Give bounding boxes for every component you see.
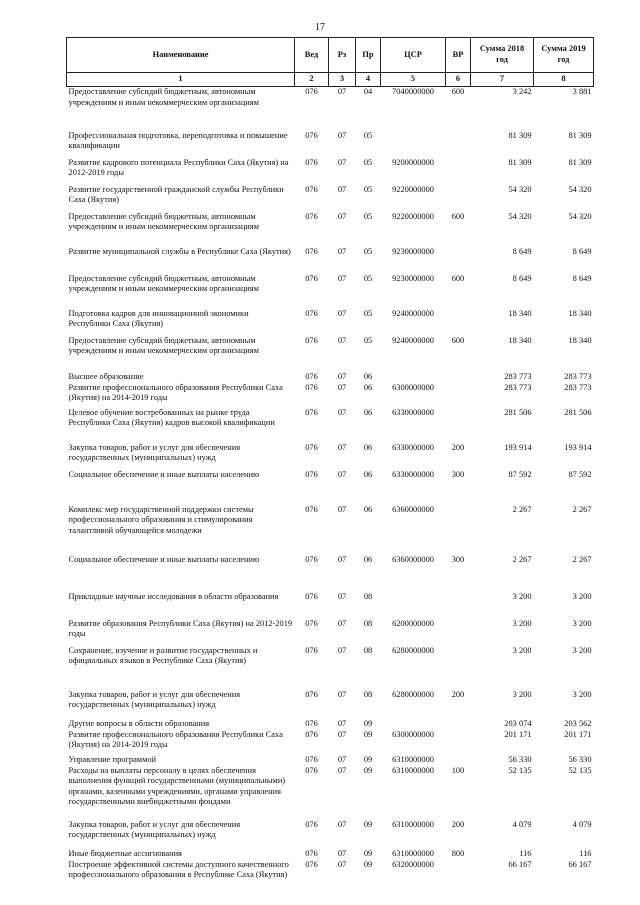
- table-row: [67, 555, 594, 592]
- table-row: [67, 158, 594, 185]
- row-pr: 05: [363, 308, 373, 318]
- table-row: [67, 212, 594, 247]
- row-sum-2019: 81 309: [568, 130, 592, 140]
- row-name: Предоставление субсидий бюджетным, автономным учреждениям и иным некоммерческим организациям: [68, 335, 259, 356]
- row-sum-2018: 2 267: [512, 504, 532, 514]
- row-ved: 076: [305, 273, 318, 283]
- row-ved: 076: [305, 754, 318, 764]
- row-rz: 07: [337, 504, 347, 514]
- row-ved: 076: [305, 442, 318, 452]
- row-name: Предоставление субсидий бюджетным, автономным учреждениям и иным некоммерческим организациям: [68, 87, 259, 107]
- header-cell: ВР: [446, 38, 471, 73]
- row-sum-2018: 66 167: [508, 859, 532, 869]
- table-row: [67, 849, 594, 860]
- row-pr: 06: [363, 382, 373, 392]
- row-sum-2019: 81 309: [568, 157, 592, 167]
- row-name: Развитие профессионального образования Республики Саха (Якутия) на 2014-2019 годы: [68, 729, 283, 750]
- row-ved: 076: [305, 371, 318, 381]
- row-name: Развитие государственной гражданской службы Республики Саха (Якутия): [68, 184, 284, 205]
- column-number: 8: [534, 73, 594, 87]
- row-rz: 07: [337, 184, 347, 194]
- row-csr: 9220000000: [392, 211, 434, 221]
- row-csr: 6330000000: [392, 442, 434, 452]
- row-rz: 07: [337, 591, 347, 601]
- row-pr: 09: [363, 848, 373, 858]
- column-number: 6: [446, 73, 471, 87]
- column-number: 7: [471, 73, 534, 87]
- row-pr: 05: [363, 335, 373, 345]
- row-sum-2019: 116: [579, 848, 592, 858]
- row-csr: 9230000000: [392, 246, 434, 256]
- row-rz: 07: [337, 442, 347, 452]
- budget-table: [66, 37, 594, 895]
- row-sum-2018: 4 079: [512, 819, 532, 829]
- row-name: Социальное обеспечение и иные выплаты населению: [68, 554, 260, 564]
- row-csr: 6300000000: [392, 382, 434, 392]
- row-sum-2018: 3 200: [512, 689, 532, 699]
- row-rz: 07: [337, 689, 347, 699]
- row-name: Развитие муниципальной службы в Республике Саха (Якутия): [68, 246, 291, 256]
- row-ved: 076: [305, 591, 318, 601]
- table-row: [67, 408, 594, 443]
- column-number: 2: [295, 73, 329, 87]
- row-csr: [381, 372, 446, 383]
- row-csr: 6320000000: [392, 859, 434, 869]
- row-rz: 07: [337, 645, 347, 655]
- row-sum-2018: 193 914: [504, 442, 532, 452]
- row-pr: 06: [363, 442, 373, 452]
- row-sum-2019: 4 079: [572, 819, 592, 829]
- row-name: Высшее образование: [68, 371, 144, 381]
- table-row: [67, 470, 594, 505]
- row-vr: 300: [451, 554, 465, 564]
- row-sum-2019: 87 592: [568, 469, 592, 479]
- row-rz: 07: [337, 87, 347, 96]
- row-sum-2019: 283 773: [564, 382, 592, 392]
- row-ved: 076: [305, 765, 318, 775]
- row-vr: [446, 730, 471, 755]
- row-sum-2018: 203 074: [504, 718, 532, 728]
- row-vr: [446, 131, 471, 158]
- row-name: Построение эффективной системы доступного качественного профессионального образования в Республике Саха (Якутия): [68, 859, 289, 880]
- row-vr: 600: [451, 211, 465, 221]
- row-vr: 600: [451, 273, 465, 283]
- row-pr: 06: [363, 504, 373, 514]
- row-vr: 600: [451, 87, 465, 96]
- table-row: [67, 646, 594, 690]
- row-rz: 07: [337, 554, 347, 564]
- row-vr: [446, 619, 471, 646]
- row-name: Прикладные научные исследования в области образования: [68, 591, 279, 601]
- row-vr: [446, 755, 471, 766]
- header-row: [67, 38, 594, 73]
- row-sum-2018: 3 200: [512, 618, 532, 628]
- row-vr: [446, 646, 471, 690]
- row-csr: 6360000000: [392, 504, 434, 514]
- table-row: [67, 185, 594, 212]
- row-pr: 06: [363, 407, 373, 417]
- row-sum-2019: 281 506: [564, 407, 592, 417]
- row-sum-2019: 3 881: [572, 87, 592, 96]
- row-sum-2019: 203 562: [564, 718, 592, 728]
- row-sum-2019: 3 200: [572, 689, 592, 699]
- row-ved: 076: [305, 308, 318, 318]
- row-sum-2018: 116: [519, 848, 532, 858]
- row-pr: 08: [363, 645, 373, 655]
- row-rz: 07: [337, 819, 347, 829]
- header-cell: ЦСР: [381, 38, 446, 73]
- row-csr: [381, 131, 446, 158]
- row-sum-2018: 3 200: [512, 591, 532, 601]
- row-name: Развитие образования Республики Саха (Якутия) на 2012-2019 годы: [68, 618, 293, 639]
- row-sum-2018: 18 340: [508, 308, 532, 318]
- row-sum-2019: 2 267: [572, 554, 592, 564]
- table-row: [67, 755, 594, 766]
- row-sum-2019: 3 200: [572, 645, 592, 655]
- row-rz: 07: [337, 407, 347, 417]
- row-vr: [446, 505, 471, 555]
- row-name: Социальное обеспечение и иные выплаты населению: [68, 469, 260, 479]
- row-pr: 09: [363, 718, 373, 728]
- row-sum-2019: 8 649: [572, 273, 592, 283]
- row-sum-2018: 3 200: [512, 645, 532, 655]
- row-sum-2018: 2 267: [512, 554, 532, 564]
- row-vr: [446, 383, 471, 408]
- row-rz: 07: [337, 718, 347, 728]
- table-row: [67, 860, 594, 895]
- row-vr: [446, 309, 471, 336]
- row-pr: 06: [363, 554, 373, 564]
- row-ved: 076: [305, 554, 318, 564]
- row-csr: [381, 719, 446, 730]
- row-csr: 6330000000: [392, 407, 434, 417]
- row-ved: 076: [305, 729, 318, 739]
- table-row: [67, 372, 594, 383]
- header-cell: Вед: [295, 38, 329, 73]
- row-csr: 9200000000: [392, 157, 434, 167]
- row-vr: [446, 592, 471, 619]
- row-sum-2019: 54 320: [568, 184, 592, 194]
- row-sum-2019: 3 200: [572, 591, 592, 601]
- row-sum-2019: 283 773: [564, 371, 592, 381]
- row-rz: 07: [337, 130, 347, 140]
- row-sum-2018: 201 171: [504, 729, 532, 739]
- column-number-row: [67, 73, 594, 87]
- row-ved: 076: [305, 618, 318, 628]
- row-vr: 100: [451, 765, 465, 775]
- row-csr: 6280000000: [392, 689, 434, 699]
- row-rz: 07: [337, 848, 347, 858]
- column-number: 3: [329, 73, 356, 87]
- row-sum-2019: 52 135: [568, 765, 592, 775]
- row-csr: 7040000000: [392, 87, 434, 96]
- row-csr: 6360000000: [392, 554, 434, 564]
- row-pr: 06: [363, 371, 373, 381]
- row-ved: 076: [305, 246, 318, 256]
- row-ved: 076: [305, 382, 318, 392]
- column-number: 5: [381, 73, 446, 87]
- row-rz: 07: [337, 765, 347, 775]
- row-ved: 076: [305, 859, 318, 869]
- row-csr: 6310000000: [392, 765, 434, 775]
- table-row: [67, 719, 594, 730]
- row-ved: 076: [305, 130, 318, 140]
- row-vr: 200: [451, 819, 465, 829]
- row-sum-2018: 283 773: [504, 371, 532, 381]
- row-csr: 6310000000: [392, 848, 434, 858]
- row-sum-2018: 281 506: [504, 407, 532, 417]
- row-csr: 9240000000: [392, 335, 434, 345]
- column-number: 1: [67, 73, 295, 87]
- row-pr: 09: [363, 754, 373, 764]
- table-row: [67, 87, 594, 131]
- row-vr: [446, 158, 471, 185]
- row-pr: 05: [363, 246, 373, 256]
- row-rz: 07: [337, 618, 347, 628]
- table-row: [67, 131, 594, 158]
- row-sum-2018: 81 309: [508, 130, 532, 140]
- row-sum-2018: 8 649: [512, 246, 532, 256]
- row-csr: 9230000000: [392, 273, 434, 283]
- row-pr: 09: [363, 765, 373, 775]
- row-name: Профессиональная подготовка, переподготовка и повышение квалификации: [68, 130, 288, 151]
- row-sum-2019: 18 340: [568, 308, 592, 318]
- table-body: [67, 87, 594, 895]
- row-sum-2018: 52 135: [508, 765, 532, 775]
- row-ved: 076: [305, 407, 318, 417]
- page-number: 17: [315, 22, 325, 33]
- row-rz: 07: [337, 273, 347, 283]
- row-sum-2018: 8 649: [512, 273, 532, 283]
- row-ved: 076: [305, 87, 318, 96]
- table-row: [67, 247, 594, 274]
- table-row: [67, 690, 594, 719]
- row-sum-2018: 54 320: [508, 184, 532, 194]
- row-vr: [446, 185, 471, 212]
- header-cell: Рз: [329, 38, 356, 73]
- row-rz: 07: [337, 469, 347, 479]
- table-row: [67, 766, 594, 820]
- row-csr: 9240000000: [392, 308, 434, 318]
- row-sum-2018: 87 592: [508, 469, 532, 479]
- row-sum-2018: 56 330: [508, 754, 532, 764]
- row-sum-2019: 66 167: [568, 859, 592, 869]
- row-name: Развитие профессионального образования Республики Саха (Якутия) на 2014-2019 годы: [68, 382, 283, 403]
- row-pr: 08: [363, 591, 373, 601]
- row-name: Целевое обучение востребованных на рынке труда Республики Саха (Якутия) кадров высокой квалификации: [68, 407, 275, 428]
- row-ved: 076: [305, 645, 318, 655]
- row-sum-2019: 193 914: [564, 442, 592, 452]
- table-row: [67, 336, 594, 372]
- row-csr: 9220000000: [392, 184, 434, 194]
- row-csr: 6200000000: [392, 618, 434, 628]
- row-ved: 076: [305, 848, 318, 858]
- table-row: [67, 592, 594, 619]
- row-pr: 09: [363, 859, 373, 869]
- table-row: [67, 443, 594, 470]
- row-pr: 05: [363, 184, 373, 194]
- table-row: [67, 505, 594, 555]
- row-ved: 076: [305, 184, 318, 194]
- row-csr: 6310000000: [392, 819, 434, 829]
- row-csr: 6310000000: [392, 754, 434, 764]
- row-pr: 05: [363, 130, 373, 140]
- row-vr: [446, 247, 471, 274]
- row-vr: 200: [451, 689, 465, 699]
- row-sum-2018: 54 320: [508, 211, 532, 221]
- row-pr: 04: [363, 87, 373, 96]
- row-rz: 07: [337, 308, 347, 318]
- row-ved: 076: [305, 718, 318, 728]
- row-sum-2019: 201 171: [564, 729, 592, 739]
- row-csr: 6300000000: [392, 729, 434, 739]
- row-ved: 076: [305, 211, 318, 221]
- row-sum-2019: 18 340: [568, 335, 592, 345]
- header-cell: Наименование: [67, 38, 295, 73]
- table-row: [67, 820, 594, 849]
- row-pr: 08: [363, 618, 373, 628]
- row-sum-2018: 18 340: [508, 335, 532, 345]
- row-vr: 600: [451, 335, 465, 345]
- row-name: Предоставление субсидий бюджетным, автономным учреждениям и иным некоммерческим организациям: [68, 211, 259, 232]
- row-pr: 05: [363, 157, 373, 167]
- row-pr: 09: [363, 819, 373, 829]
- row-name: Закупка товаров, работ и услуг для обеспечения государственных (муниципальных) нужд: [68, 442, 241, 463]
- row-pr: 05: [363, 273, 373, 283]
- row-pr: 09: [363, 729, 373, 739]
- row-rz: 07: [337, 246, 347, 256]
- row-vr: 800: [451, 848, 465, 858]
- row-name: Сохранение, изучение и развитие государственных и официальных языков в Республике Саха (Якутия): [68, 645, 258, 666]
- row-ved: 076: [305, 335, 318, 345]
- row-ved: 076: [305, 469, 318, 479]
- header-cell: Сумма 2018 год: [471, 38, 534, 73]
- row-sum-2019: 3 200: [572, 618, 592, 628]
- row-rz: 07: [337, 859, 347, 869]
- row-vr: 200: [451, 442, 465, 452]
- row-pr: 08: [363, 689, 373, 699]
- row-name: Подготовка кадров для инновационной экономики Республики Саха (Якутия): [68, 308, 249, 329]
- row-sum-2018: 283 773: [504, 382, 532, 392]
- header-cell: Сумма 2019 год: [534, 38, 594, 73]
- row-rz: 07: [337, 335, 347, 345]
- row-sum-2019: 8 649: [572, 246, 592, 256]
- row-rz: 07: [337, 157, 347, 167]
- row-name: Управление программой: [68, 754, 157, 764]
- row-vr: 300: [451, 469, 465, 479]
- column-number: 4: [356, 73, 381, 87]
- row-csr: 6330000000: [392, 469, 434, 479]
- row-sum-2018: 3 242: [512, 87, 532, 96]
- row-vr: [446, 372, 471, 383]
- row-vr: [446, 719, 471, 730]
- row-name: Расходы на выплаты персоналу в целях обеспечения выполнения функций государственными (муниципальными) органами, казенными учреждениями, органами управления государственными внебюджетными фондами: [68, 765, 286, 807]
- row-ved: 076: [305, 504, 318, 514]
- row-ved: 076: [305, 157, 318, 167]
- row-sum-2018: 81 309: [508, 157, 532, 167]
- table-row: [67, 730, 594, 755]
- row-name: Другие вопросы в области образования: [68, 718, 210, 728]
- table-row: [67, 274, 594, 309]
- row-pr: 06: [363, 469, 373, 479]
- table-row: [67, 619, 594, 646]
- row-vr: [446, 408, 471, 443]
- row-csr: 6280000000: [392, 645, 434, 655]
- row-ved: 076: [305, 819, 318, 829]
- row-sum-2019: 54 320: [568, 211, 592, 221]
- row-name: Закупка товаров, работ и услуг для обеспечения государственных (муниципальных) нужд: [68, 689, 241, 710]
- header-cell: Пр: [356, 38, 381, 73]
- row-rz: 07: [337, 754, 347, 764]
- row-name: Закупка товаров, работ и услуг для обеспечения государственных (муниципальных) нужд: [68, 819, 241, 840]
- table-row: [67, 309, 594, 336]
- row-csr: [381, 592, 446, 619]
- row-name: Предоставление субсидий бюджетным, автономным учреждениям и иным некоммерческим организациям: [68, 273, 259, 294]
- row-sum-2019: 2 267: [572, 504, 592, 514]
- row-sum-2019: 56 330: [568, 754, 592, 764]
- row-rz: 07: [337, 211, 347, 221]
- row-rz: 07: [337, 382, 347, 392]
- row-rz: 07: [337, 371, 347, 381]
- row-vr: [446, 860, 471, 895]
- row-name: Комплекс мер государственной поддержки системы профессионального образования и стимулирования талантливой обучающейся молодежи: [68, 504, 254, 535]
- row-name: Иные бюджетные ассигнования: [68, 848, 182, 858]
- row-name: Развитие кадрового потенциала Республики Саха (Якутия) на 2012-2019 годы: [68, 157, 289, 178]
- row-pr: 05: [363, 211, 373, 221]
- row-ved: 076: [305, 689, 318, 699]
- row-rz: 07: [337, 729, 347, 739]
- table-row: [67, 383, 594, 408]
